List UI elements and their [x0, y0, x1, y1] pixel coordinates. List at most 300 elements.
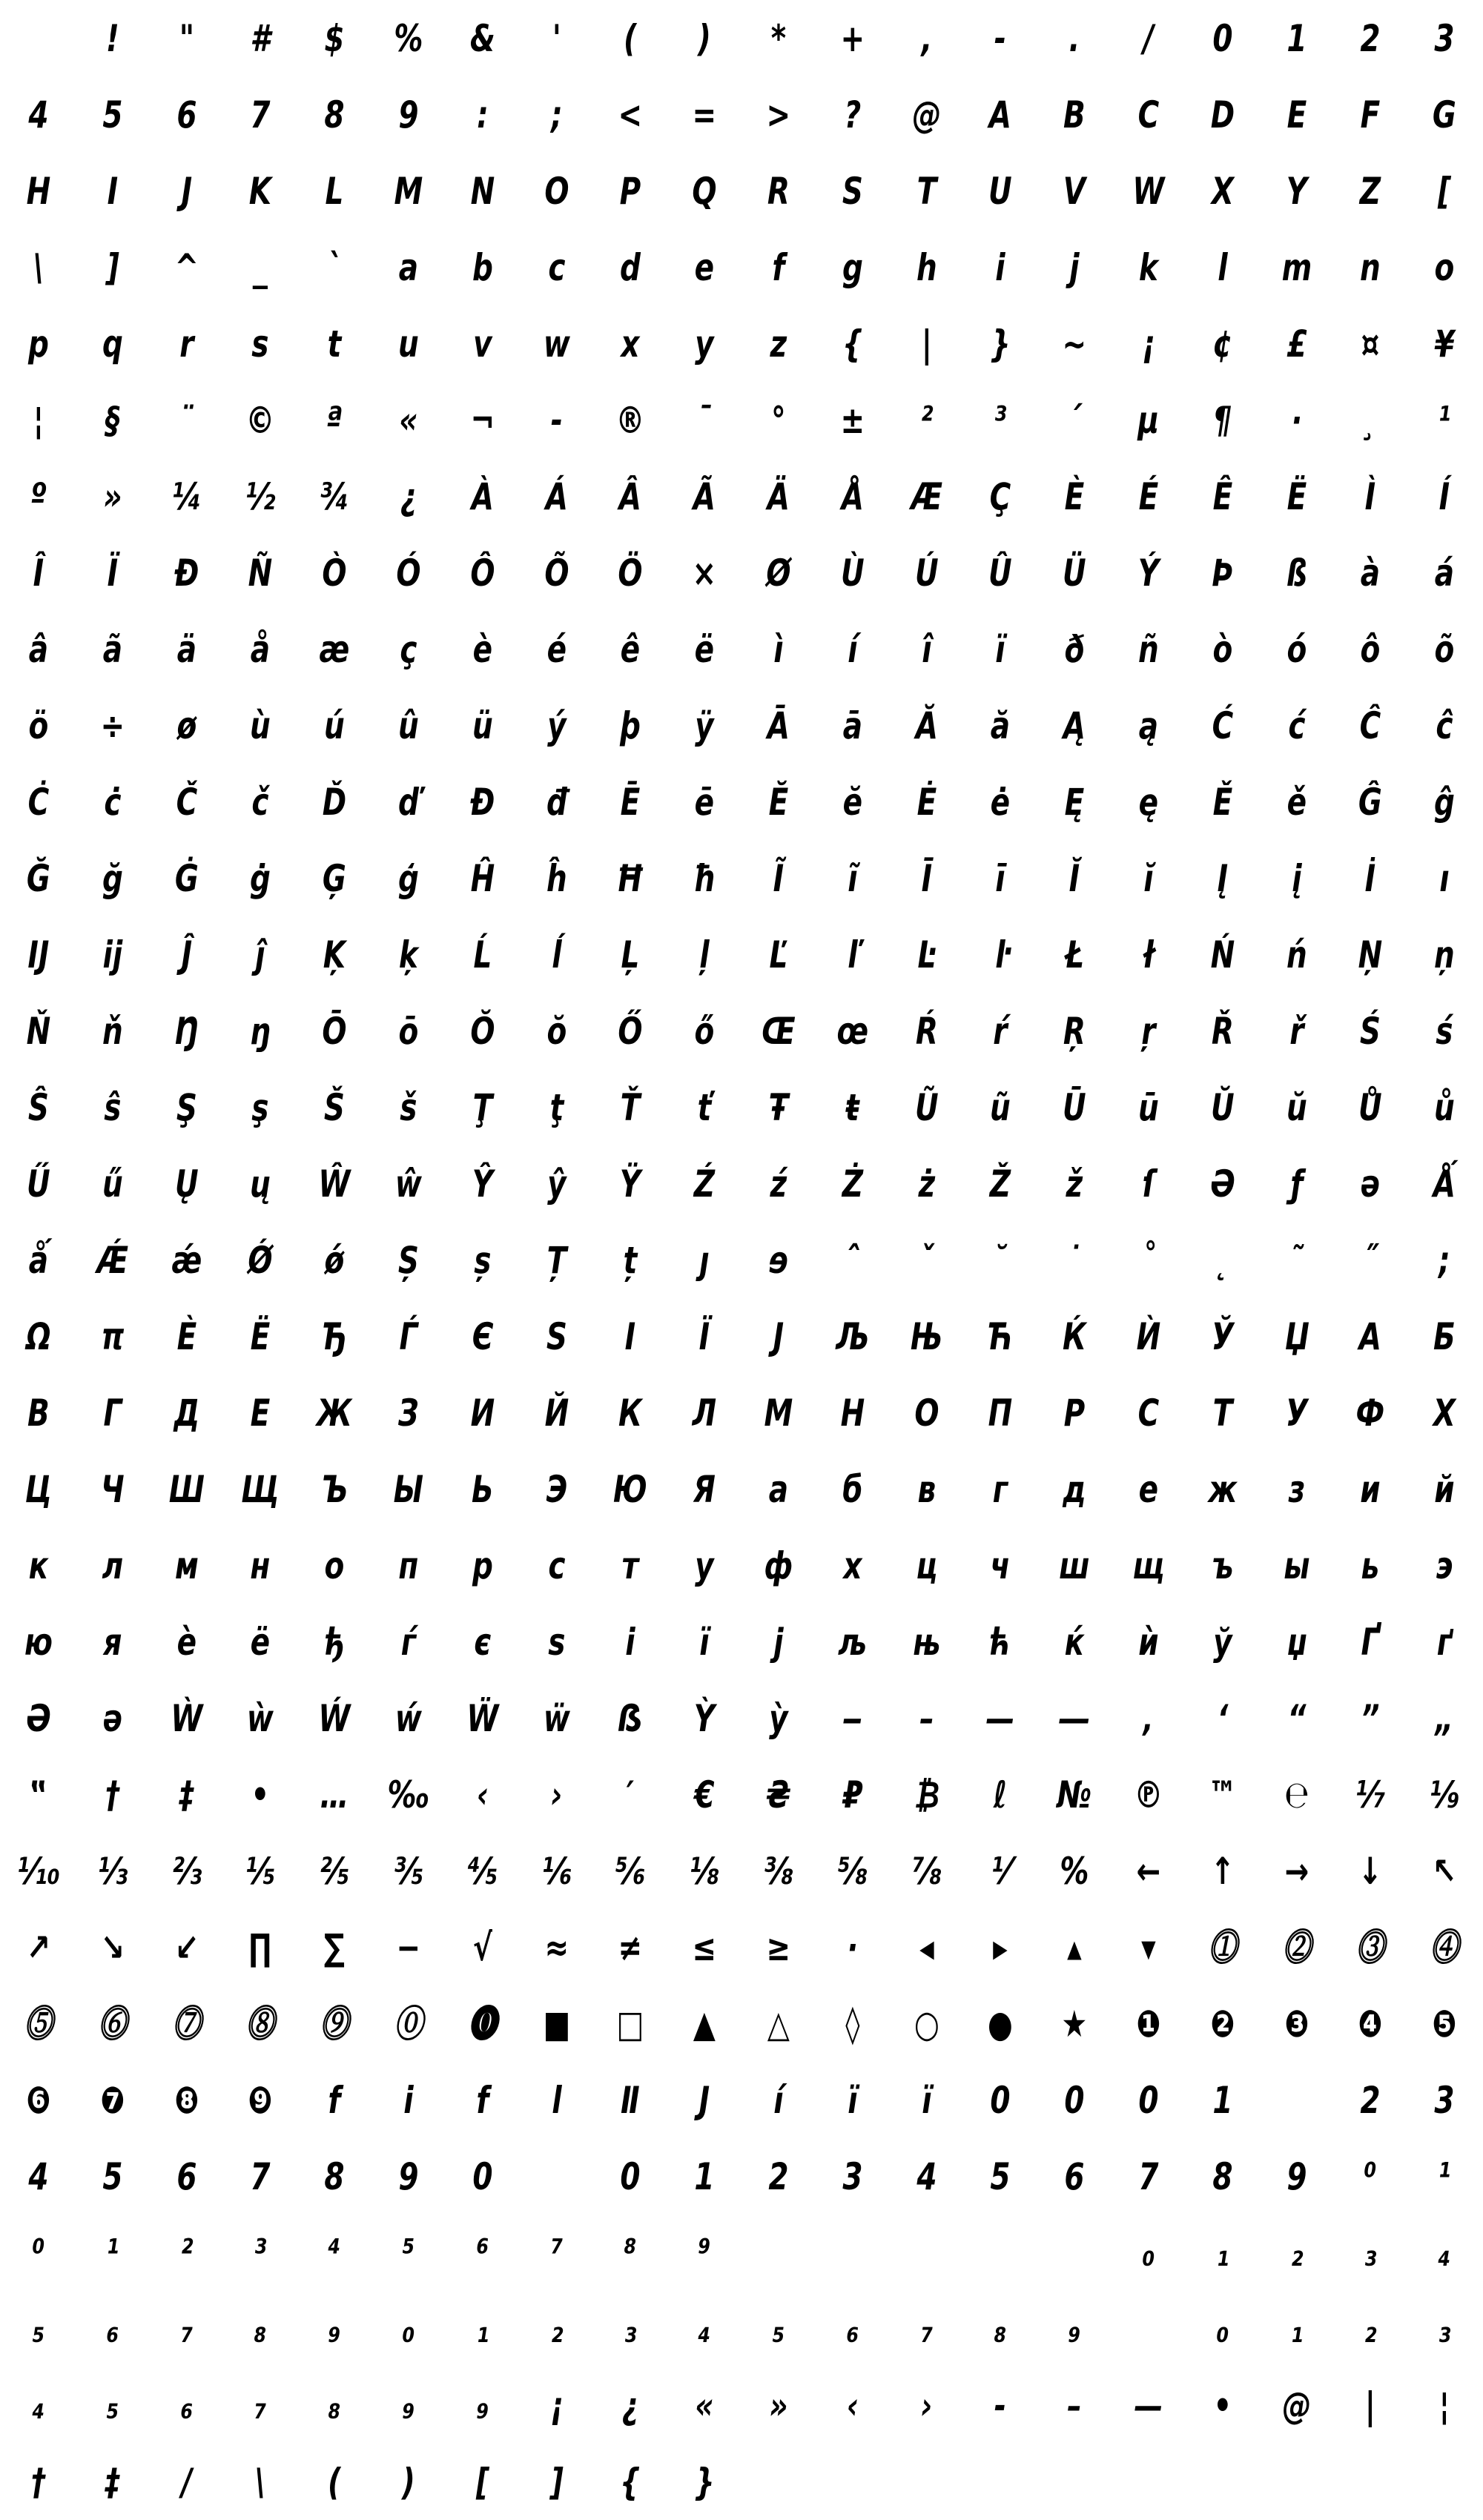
glyph-cell: Ә: [26, 1696, 51, 1740]
glyph-cell: þ: [620, 704, 641, 747]
glyph-cell: [10, 0, 67, 76]
glyph-cell: •: [1213, 2384, 1232, 2427]
glyph-cell: Е: [250, 1391, 271, 1435]
glyph-cell: Ĕ: [768, 780, 789, 824]
glyph-cell: ∑: [324, 1925, 346, 1969]
glyph-cell: Ь: [471, 1467, 494, 1511]
glyph-cell: ⅕: [245, 1849, 276, 1893]
glyph-cell: [1120, 2291, 1178, 2367]
glyph-cell: Æ: [911, 474, 942, 518]
glyph-cell: ): [401, 2460, 415, 2504]
glyph-cell: ŧ: [845, 1085, 859, 1129]
glyph-cell: А: [1359, 1314, 1382, 1358]
glyph-cell: +: [840, 16, 865, 60]
glyph-cell: ˛: [1215, 1238, 1230, 1282]
glyph-cell: ⅔: [171, 1849, 202, 1893]
glyph-cell: Ѐ: [176, 1314, 196, 1358]
glyph-cell: [: [475, 2460, 489, 2504]
glyph-cell: ₀: [1142, 2231, 1155, 2275]
glyph-cell: ❾: [248, 2078, 273, 2122]
glyph-cell: {: [620, 2460, 641, 2504]
glyph-cell: Ī: [921, 856, 932, 900]
glyph-cell: ę: [1138, 780, 1159, 824]
glyph-cell: ₄: [1438, 2231, 1451, 2275]
glyph-cell: ⓻: [171, 2002, 201, 2046]
glyph-cell: ź: [770, 1162, 787, 1206]
glyph-cell: Ѓ: [399, 1314, 418, 1358]
glyph-cell: k: [1138, 245, 1158, 289]
glyph-cell: √: [472, 1925, 492, 1969]
glyph-cell: Ǽ: [96, 1238, 128, 1282]
glyph-cell: i: [995, 245, 1005, 289]
glyph-cell: £: [1286, 322, 1307, 366]
glyph-cell: ×: [692, 551, 717, 595]
glyph-cell: v: [472, 322, 492, 366]
glyph-cell: ¾: [319, 474, 350, 518]
glyph-cell: Ы: [393, 1467, 424, 1511]
glyph-cell: œ: [836, 1009, 868, 1053]
glyph-cell: ó: [1287, 627, 1307, 671]
glyph-cell: →: [1284, 1849, 1309, 1893]
glyph-cell: Ò: [322, 551, 347, 595]
glyph-cell: j: [1069, 245, 1080, 289]
glyph-cell: ÿ: [695, 704, 714, 747]
glyph-cell: ı: [1439, 856, 1450, 900]
glyph-cell: ů: [1434, 1085, 1455, 1129]
glyph-cell: ń: [1286, 933, 1307, 976]
glyph-cell: Ø: [766, 551, 791, 595]
glyph-cell: [: [1438, 169, 1451, 213]
glyph-cell: ₆: [846, 2307, 859, 2351]
glyph-cell: Ë: [1287, 474, 1307, 518]
glyph-cell: Ŝ: [27, 1085, 49, 1129]
glyph-cell: “: [1287, 1696, 1307, 1740]
glyph-cell: İ: [1364, 856, 1376, 900]
glyph-cell: 0: [1212, 16, 1233, 60]
glyph-cell: \: [255, 2460, 266, 2504]
glyph-cell: Ĺ: [473, 933, 492, 976]
glyph-cell: 1: [1212, 2078, 1233, 2122]
glyph-cell: f: [476, 2078, 489, 2122]
glyph-cell: µ: [1137, 398, 1160, 442]
glyph-cell: ◂: [919, 1925, 934, 1969]
glyph-cell: Г: [103, 1391, 122, 1435]
glyph-cell: 4: [28, 93, 49, 136]
glyph-cell: ŀ: [995, 933, 1005, 976]
glyph-cell: ¦: [1439, 2384, 1450, 2427]
glyph-cell: ₂: [549, 2307, 564, 2351]
glyph-cell: |: [921, 322, 932, 366]
glyph-cell: Ђ: [321, 1314, 348, 1358]
glyph-cell: ņ: [1434, 933, 1455, 976]
glyph-cell: ˘: [993, 1238, 1008, 1282]
glyph-cell: &: [469, 16, 495, 60]
glyph-cell: У: [1285, 1391, 1308, 1435]
glyph-cell: ®: [615, 398, 645, 442]
glyph-cell: [971, 2215, 1029, 2291]
glyph-cell: ₃: [1364, 2231, 1377, 2275]
glyph-cell: ₽: [842, 1773, 863, 1816]
glyph-cell: Ķ: [323, 933, 346, 976]
glyph-cell: ←: [1136, 1849, 1161, 1893]
glyph-cell: С: [1137, 1391, 1160, 1435]
glyph-cell: ѓ: [400, 1620, 417, 1664]
glyph-cell: G: [1433, 93, 1457, 136]
glyph-cell: ħ: [693, 856, 716, 900]
glyph-cell: [750, 2215, 807, 2291]
glyph-cell: ₀: [1216, 2307, 1229, 2351]
glyph-cell: Ĩ: [773, 856, 785, 900]
glyph-cell: ¦: [33, 398, 44, 442]
glyph-cell: e: [694, 245, 715, 289]
glyph-cell: Ą: [1063, 704, 1086, 747]
glyph-cell: ₃: [624, 2307, 637, 2351]
glyph-cell: ₅: [106, 2384, 119, 2427]
glyph-cell: Ñ: [248, 551, 273, 595]
glyph-cell: È: [1064, 474, 1085, 518]
glyph-cell: ≥: [766, 1925, 791, 1969]
glyph-cell: д: [1063, 1467, 1086, 1511]
glyph-cell: г: [993, 1467, 1008, 1511]
glyph-cell: ŷ: [546, 1162, 567, 1206]
glyph-cell: 3: [842, 2154, 863, 2198]
glyph-cell: Ű: [27, 1162, 50, 1206]
glyph-cell: Â: [619, 474, 642, 518]
glyph-cell: Ü: [1063, 551, 1086, 595]
glyph-cell: ▲: [693, 2002, 716, 2046]
glyph-cell: Ќ: [1063, 1314, 1086, 1358]
glyph-cell: Y: [1286, 169, 1307, 213]
glyph-cell: Ω: [26, 1314, 51, 1358]
glyph-cell: /: [181, 2460, 192, 2504]
glyph-cell: .: [1069, 16, 1080, 60]
glyph-cell: †: [31, 2460, 46, 2504]
glyph-cell: 6: [176, 93, 197, 136]
glyph-cell: ★: [1061, 2002, 1088, 2046]
glyph-cell: 8: [1212, 2154, 1233, 2198]
glyph-cell: Ŗ: [1063, 1009, 1086, 1053]
glyph-cell: ‟: [29, 1773, 48, 1816]
glyph-cell: ≈: [544, 1925, 569, 1969]
glyph-cell: €: [694, 1773, 715, 1816]
glyph-cell: ŭ: [1286, 1085, 1307, 1129]
glyph-cell: Ǿ: [248, 1238, 273, 1282]
glyph-cell: x: [621, 322, 640, 366]
glyph-cell: ±: [840, 398, 865, 442]
glyph-cell: {: [842, 322, 863, 366]
glyph-cell: ј: [773, 1620, 784, 1664]
glyph-cell: ț: [623, 1238, 638, 1282]
glyph-cell: Ċ: [27, 780, 50, 824]
glyph-cell: V: [1063, 169, 1086, 213]
glyph-cell: :: [476, 93, 489, 136]
glyph-cell: а: [768, 1467, 789, 1511]
glyph-cell: ¨: [179, 398, 194, 442]
glyph-cell: ų: [250, 1162, 271, 1206]
glyph-cell: ₂: [1364, 2307, 1377, 2351]
glyph-cell: Ẁ: [170, 1696, 202, 1740]
glyph-cell: õ: [1434, 627, 1455, 671]
glyph-cell: Ј: [773, 1314, 785, 1358]
glyph-cell: ò: [1212, 627, 1233, 671]
glyph-cell: I: [107, 169, 118, 213]
glyph-cell: l: [551, 2078, 562, 2122]
glyph-cell: х: [843, 1544, 862, 1587]
glyph-cell: ₁: [476, 2307, 489, 2351]
glyph-cell: -: [994, 2384, 1007, 2427]
glyph-cell: ĉ: [1436, 704, 1453, 747]
glyph-cell: Õ: [544, 551, 569, 595]
glyph-cell: ⓿: [468, 2002, 498, 2046]
glyph-cell: ↓: [1358, 1849, 1383, 1893]
glyph-cell: О: [914, 1391, 939, 1435]
glyph-cell: ₈: [994, 2307, 1007, 2351]
glyph-cell: ć: [1287, 704, 1306, 747]
glyph-cell: ₴: [766, 1773, 791, 1816]
glyph-cell: Þ: [1212, 551, 1234, 595]
glyph-cell: O: [544, 169, 569, 213]
glyph-cell: ĳ: [102, 933, 123, 976]
glyph-cell: ≤: [692, 1925, 717, 1969]
glyph-cell: Ś: [1360, 1009, 1381, 1053]
glyph-cell: %: [1060, 1849, 1089, 1893]
glyph-cell: ⁰: [1364, 2154, 1377, 2198]
glyph-cell: ȷ: [699, 1238, 710, 1282]
glyph-cell: É: [1138, 474, 1159, 518]
glyph-cell: «: [399, 398, 418, 442]
glyph-cell: 5: [102, 2154, 123, 2198]
glyph-cell: ⁹: [698, 2231, 711, 2275]
glyph-cell: ₉: [1068, 2307, 1081, 2351]
glyph-cell: [1268, 2062, 1326, 2138]
glyph-cell: ₈: [328, 2384, 341, 2427]
glyph-cell: ċ: [104, 780, 122, 824]
glyph-cell: Ę: [1064, 780, 1085, 824]
glyph-cell: Ж: [317, 1391, 352, 1435]
glyph-cell: ŕ: [993, 1009, 1008, 1053]
glyph-cell: ₅: [32, 2307, 45, 2351]
glyph-cell: ¢: [1212, 322, 1233, 366]
glyph-cell: Ř: [1211, 1009, 1234, 1053]
glyph-cell: ĥ: [546, 856, 567, 900]
glyph-cell: ļ: [699, 933, 710, 976]
glyph-cell: ℗: [1134, 1773, 1163, 1816]
glyph-cell: ĕ: [842, 780, 862, 824]
glyph-cell: Ÿ: [620, 1162, 641, 1206]
glyph-cell: Ѝ: [1136, 1314, 1161, 1358]
glyph-cell: z: [770, 322, 787, 366]
glyph-cell: б: [842, 1467, 863, 1511]
glyph-cell: ↙: [174, 1925, 199, 1969]
glyph-cell: Ï: [107, 551, 118, 595]
glyph-cell: Ń: [1210, 933, 1235, 976]
glyph-cell: ˜: [1289, 1238, 1304, 1282]
glyph-cell: ₉: [476, 2384, 489, 2427]
glyph-cell: Ⅱ: [621, 2078, 641, 2122]
glyph-cell: ⁴: [328, 2231, 341, 2275]
glyph-cell: ₃: [1438, 2307, 1451, 2351]
glyph-cell: ‹: [476, 1773, 489, 1816]
glyph-cell: _: [253, 245, 268, 289]
glyph-cell: Р: [1063, 1391, 1086, 1435]
glyph-cell: Ĉ: [1359, 704, 1381, 747]
glyph-cell: Ĳ: [27, 933, 50, 976]
glyph-cell: Ŷ: [472, 1162, 493, 1206]
glyph-cell: ¥: [1434, 322, 1455, 366]
glyph-cell: ķ: [398, 933, 418, 976]
glyph-cell: Ĝ: [1358, 780, 1383, 824]
glyph-cell: Х: [1433, 1391, 1456, 1435]
glyph-cell: Ã: [693, 474, 716, 518]
glyph-cell: ø: [176, 704, 196, 747]
glyph-cell: ⁶: [476, 2231, 489, 2275]
glyph-cell: ç: [400, 627, 417, 671]
glyph-cell: ж: [1208, 1467, 1238, 1511]
glyph-cell: ¶: [1213, 398, 1232, 442]
glyph-cell: ã: [102, 627, 122, 671]
glyph-cell: Ż: [842, 1162, 863, 1206]
glyph-cell: ~: [1062, 322, 1087, 366]
glyph-cell: Č: [176, 780, 197, 824]
glyph-cell: C: [1137, 93, 1160, 136]
glyph-cell: п: [398, 1544, 419, 1587]
glyph-cell: b: [472, 245, 493, 289]
glyph-cell: ‰: [387, 1773, 430, 1816]
glyph-cell: Ô: [470, 551, 495, 595]
glyph-cell: ĺ: [551, 933, 562, 976]
glyph-cell: ǽ: [171, 1238, 202, 1282]
glyph-cell: ■: [543, 2002, 570, 2046]
glyph-cell: n: [1360, 245, 1381, 289]
glyph-cell: Ẃ: [318, 1696, 351, 1740]
glyph-cell: o: [1434, 245, 1455, 289]
glyph-cell: ": [179, 16, 194, 60]
glyph-cell: ○: [914, 2002, 939, 2046]
glyph-cell: §: [105, 398, 120, 442]
glyph-cell: Ё: [250, 1314, 271, 1358]
glyph-cell: ⁰: [32, 2231, 45, 2275]
glyph-cell: ›: [920, 2384, 933, 2427]
glyph-cell: 9: [398, 2154, 419, 2198]
glyph-cell: ë: [694, 627, 715, 671]
glyph-cell: ў: [1212, 1620, 1232, 1664]
glyph-cell: ²: [179, 2231, 194, 2275]
glyph-cell: ¼: [171, 474, 202, 518]
glyph-cell: ќ: [1064, 1620, 1085, 1664]
glyph-cell: ђ: [324, 1620, 346, 1664]
glyph-cell: «: [695, 2384, 714, 2427]
glyph-cell: $: [324, 16, 345, 60]
glyph-cell: t: [327, 322, 342, 366]
glyph-cell: Ł: [1065, 933, 1084, 976]
glyph-cell: ―: [1060, 1696, 1089, 1740]
glyph-cell: ¹: [106, 2231, 119, 2275]
glyph-cell: á: [1434, 551, 1455, 595]
glyph-cell: ö: [28, 704, 49, 747]
glyph-cell: ¯: [697, 398, 712, 442]
glyph-cell: ü: [472, 704, 493, 747]
glyph-cell: `: [327, 245, 342, 289]
glyph-cell: ³: [254, 2231, 267, 2275]
glyph-cell: Ê: [1212, 474, 1232, 518]
glyph-cell: ſ: [1142, 1162, 1155, 1206]
glyph-cell: -: [994, 16, 1007, 60]
glyph-cell: ï: [921, 2078, 932, 2122]
glyph-cell: H: [26, 169, 51, 213]
glyph-cell: ⅙: [541, 1849, 572, 1893]
glyph-cell: Ö: [618, 551, 643, 595]
glyph-cell: *: [770, 16, 787, 60]
glyph-cell: ²: [919, 398, 933, 442]
glyph-cell: ă: [991, 704, 1011, 747]
glyph-cell: Ў: [1211, 1314, 1234, 1358]
glyph-cell: ƒ: [1289, 1162, 1303, 1206]
glyph-cell: Ə: [1210, 1162, 1235, 1206]
glyph-cell: Д: [174, 1391, 199, 1435]
glyph-cell: к: [28, 1544, 49, 1587]
glyph-cell: #: [250, 16, 271, 60]
glyph-cell: −: [396, 1925, 421, 1969]
glyph-cell: и: [1360, 1467, 1381, 1511]
glyph-cell: у: [695, 1544, 714, 1587]
glyph-cell: /: [1143, 16, 1154, 60]
glyph-cell: ⓪: [394, 2002, 423, 2046]
glyph-cell: 7: [250, 93, 271, 136]
glyph-cell: Љ: [836, 1314, 870, 1358]
glyph-cell: °: [771, 398, 786, 442]
glyph-cell: ř: [1289, 1009, 1304, 1053]
glyph-cell: g: [842, 245, 863, 289]
glyph-cell: ы: [1283, 1544, 1310, 1587]
glyph-cell: ф: [764, 1544, 793, 1587]
glyph-cell: Є: [472, 1314, 493, 1358]
glyph-cell: Ѕ: [546, 1314, 567, 1358]
glyph-cell: U: [988, 169, 1013, 213]
glyph-cell: ô: [1360, 627, 1381, 671]
glyph-cell: J: [181, 169, 192, 213]
glyph-cell: —: [985, 1696, 1015, 1740]
glyph-cell: Ĥ: [470, 856, 495, 900]
glyph-cell: ′: [627, 1773, 635, 1816]
glyph-cell: Ť: [620, 1085, 641, 1129]
glyph-cell: ❺: [1432, 2002, 1457, 2046]
glyph-cell: ↘: [100, 1925, 125, 1969]
glyph-cell: ѕ: [547, 1620, 566, 1664]
glyph-cell: ℮: [1284, 1773, 1309, 1816]
glyph-cell: щ: [1132, 1544, 1165, 1587]
glyph-cell: „: [1435, 1696, 1454, 1740]
glyph-cell: (: [624, 16, 638, 60]
glyph-cell: 6: [176, 2154, 197, 2198]
glyph-cell: Ţ: [472, 1085, 492, 1129]
glyph-cell: Ō: [322, 1009, 347, 1053]
glyph-cell: ч: [990, 1544, 1011, 1587]
glyph-cell: ³: [994, 398, 1007, 442]
glyph-cell: S: [842, 169, 863, 213]
glyph-cell: 7: [1138, 2154, 1159, 2198]
glyph-cell: Ě: [1212, 780, 1232, 824]
glyph-cell: Ш: [168, 1467, 205, 1511]
glyph-cell: ő: [694, 1009, 715, 1053]
glyph-cell: –: [1067, 2384, 1082, 2427]
glyph-cell: ⓵: [1208, 1925, 1238, 1969]
glyph-cell: í: [847, 627, 858, 671]
glyph-cell: 0: [1064, 2078, 1085, 2122]
glyph-cell: Ġ: [174, 856, 199, 900]
glyph-cell: y: [695, 322, 714, 366]
glyph-cell: ❷: [1210, 2002, 1235, 2046]
glyph-cell: Ħ: [616, 856, 645, 900]
